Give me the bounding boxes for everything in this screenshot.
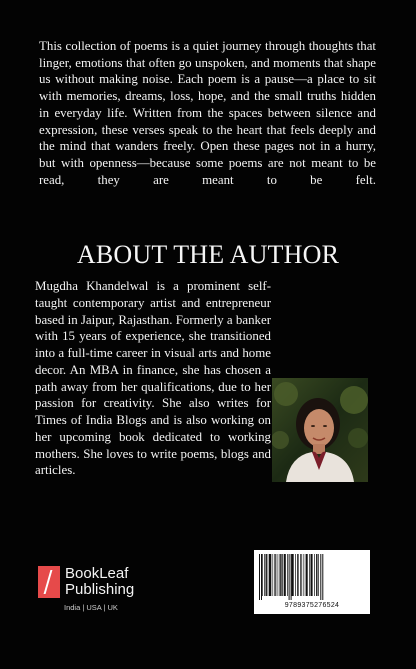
author-photo [272,378,368,482]
publisher-logo [38,566,198,626]
barcode-bar [300,554,301,596]
barcode-bar [311,554,313,596]
barcode-bar [309,554,310,596]
barcode-bar [269,554,271,596]
barcode-bar [304,554,305,596]
isbn-number: 9789375276524 [284,602,340,609]
barcode-bar [322,554,323,600]
barcode-bar [295,554,296,596]
barcode-bar [264,554,265,596]
barcode-bar [318,554,319,596]
barcode-bar [284,554,286,596]
barcode-bar [277,554,278,596]
barcode-bar [320,554,321,600]
bookleaf-logo-icon [38,566,60,598]
barcode-bar [316,554,317,596]
barcode-bar [314,554,315,596]
publisher-name-line2: Publishing [65,581,135,598]
barcode-bar [275,554,276,596]
barcode-bar [292,554,294,596]
barcode-bar [306,554,308,596]
barcode-bar [297,554,298,596]
publisher-regions: India | USA | UK [64,603,118,612]
barcode-bar [274,554,275,596]
barcode-bar [301,554,302,596]
barcode-bar [287,554,288,596]
book-blurb: This collection of poems is a quiet journey through thoughts that linger, emotions that often go unspoken, and moments that shape us without making noise. Each poem is a pause—a place to sit with memories, dreams, loss, hope, and the small truths hidden in everyday life. Written from the spaces between silence and expression, these verses speak to the heart that feels deeply and the mind that wanders freely. Open these pages not in a hurry, but with openness—because some poems are not meant to be read, they are meant to be felt. [39,39,376,187]
barcode-bar [282,554,283,596]
author-bio: Mugdha Khandelwal is a prominent self-taught contemporary artist and entrepreneur based in Jaipur, Rajasthan. Formerly a banker with 15 years of experience, she transitioned into a full-time career in visual arts and home decor. An MBA in finance, she has chosen a path away from her qualifications, due to her passion for creativity. She also writes for Times of India Blogs and is also working on her upcoming book dedicated to working mothers. She loves to write poems, blogs and articles. [35,279,271,478]
about-author-heading: ABOUT THE AUTHOR [76,240,340,269]
barcode-bar [280,554,281,596]
barcode-bar [289,554,290,600]
barcode-bar [272,554,273,596]
barcode-bar [279,554,280,596]
barcode-bar [261,554,262,600]
author-portrait-icon [272,378,368,482]
barcode-bar [266,554,267,596]
barcode-bar [259,554,260,600]
publisher-name-line1: BookLeaf [65,565,129,582]
isbn-barcode [254,550,370,614]
barcode-bar [268,554,269,596]
barcode-icon [258,554,366,600]
barcode-bar [262,554,263,596]
barcode-bar [291,554,292,600]
